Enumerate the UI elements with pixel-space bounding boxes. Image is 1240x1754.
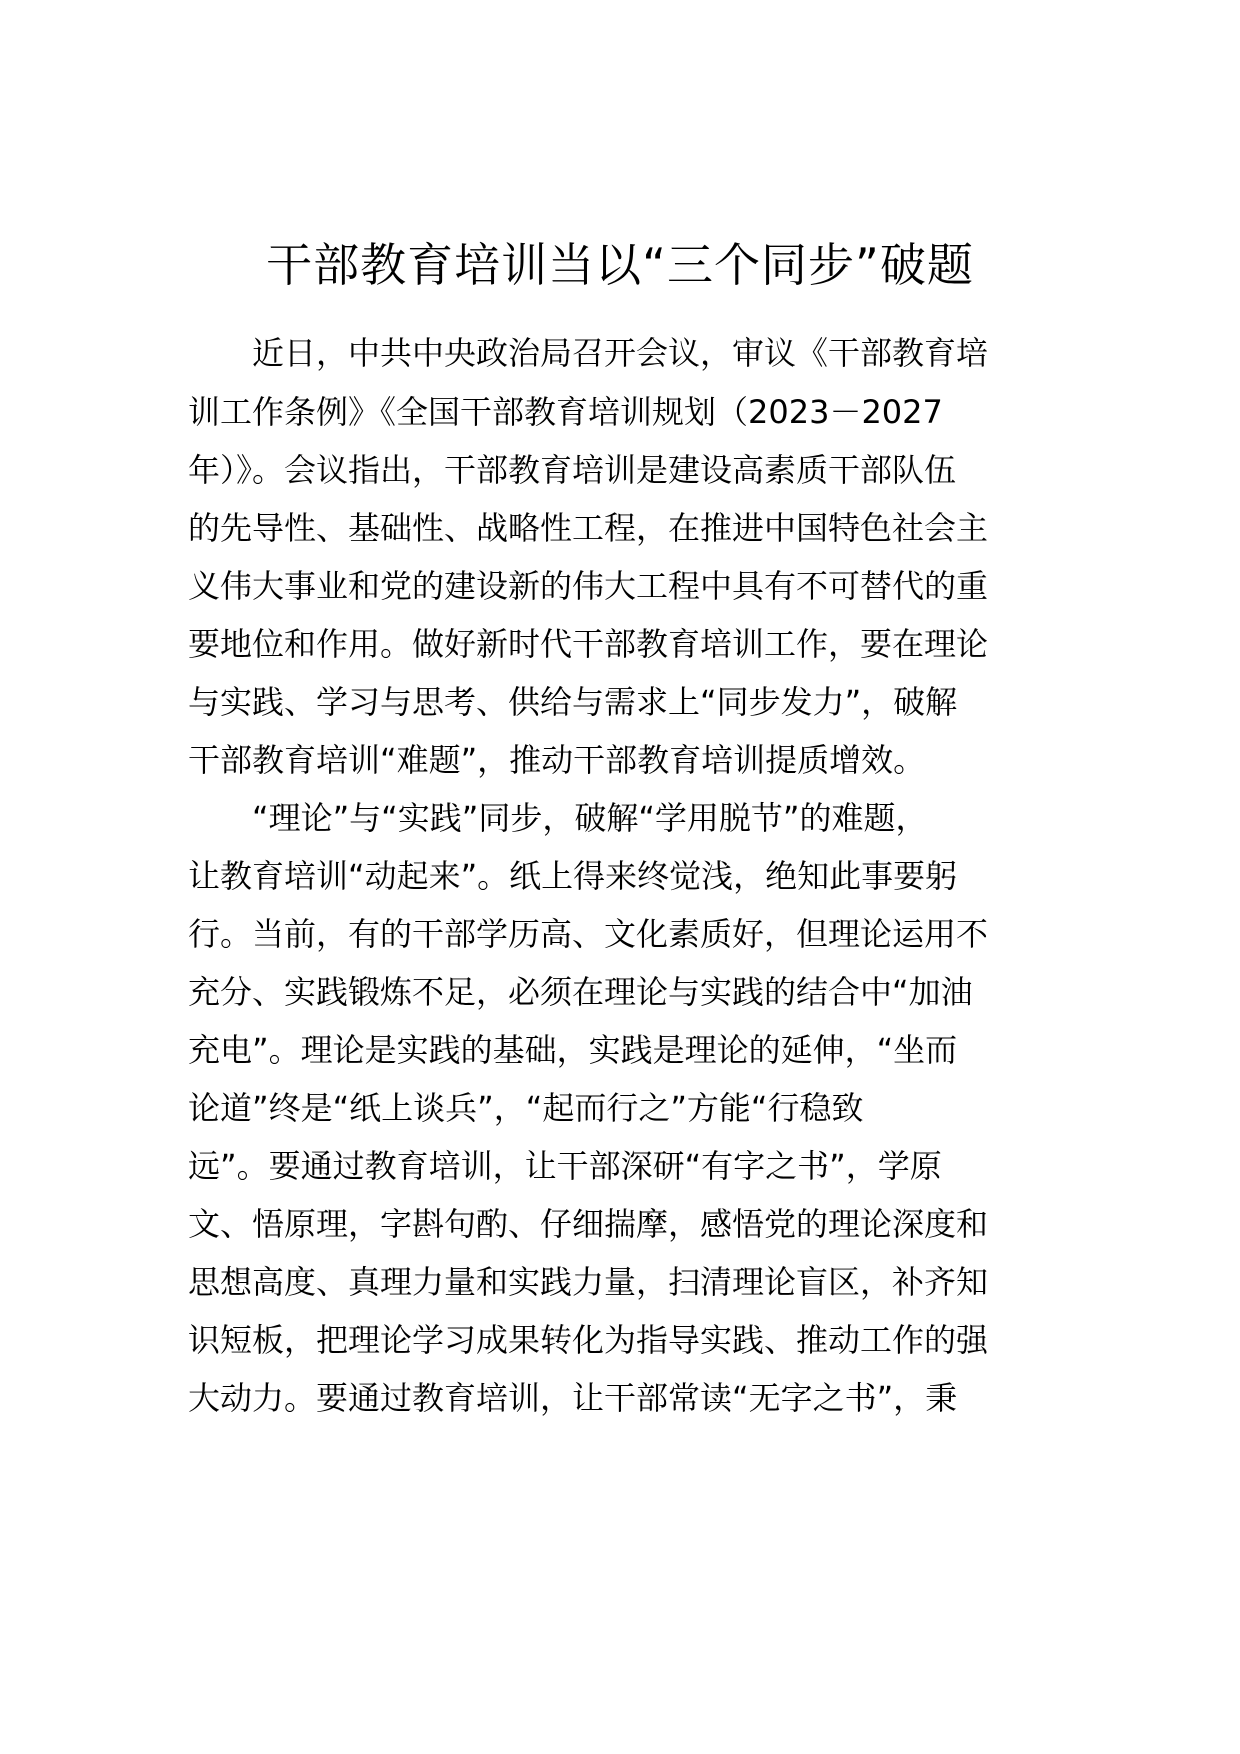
paragraph-1-line-4: 的先导性、基础性、战略性工程，在推进中国特色社会主 xyxy=(188,509,989,547)
paragraph-2-line-6: 论道”终是“纸上谈兵”，“起而行之”方能“行稳致 xyxy=(188,1089,864,1127)
paragraph-2-line-10: 识短板，把理论学习成果转化为指导实践、推动工作的强 xyxy=(188,1321,989,1359)
paragraph-2-line-11: 大动力。要通过教育培训，让干部常读“无字之书”，秉 xyxy=(188,1379,958,1417)
paragraph-1-line-1: 近日，中共中央政治局召开会议，审议《干部教育培 xyxy=(252,334,989,372)
paragraph-1-line-8: 干部教育培训“难题”，推动干部教育培训提质增效。 xyxy=(188,741,926,779)
paragraph-1-line-6: 要地位和作用。做好新时代干部教育培训工作，要在理论 xyxy=(188,625,989,663)
paragraph-1-line-7: 与实践、学习与思考、供给与需求上“同步发力”，破解 xyxy=(188,683,958,721)
paragraph-2-line-1: “理论”与“实践”同步，破解“学用脱节”的难题， xyxy=(252,799,928,837)
paragraph-2-line-7: 远”。要通过教育培训，让干部深研“有字之书”，学原 xyxy=(188,1147,942,1185)
paragraph-2-line-9: 思想高度、真理力量和实践力量，扫清理论盲区，补齐知 xyxy=(188,1263,989,1301)
paragraph-2-line-2: 让教育培训“动起来”。纸上得来终觉浅，绝知此事要躬 xyxy=(188,857,958,895)
paragraph-2-line-3: 行。当前，有的干部学历高、文化素质好，但理论运用不 xyxy=(188,915,989,953)
paragraph-1-line-3: 年）》。会议指出，干部教育培训是建设高素质干部队伍 xyxy=(188,451,957,489)
paragraph-2-line-8: 文、悟原理，字斟句酌、仔细揣摩，感悟党的理论深度和 xyxy=(188,1205,989,1243)
paragraph-1-line-5: 义伟大事业和党的建设新的伟大工程中具有不可替代的重 xyxy=(188,567,989,605)
paragraph-2-line-4: 充分、实践锻炼不足，必须在理论与实践的结合中“加油 xyxy=(188,973,973,1011)
document-title: 干部教育培训当以“三个同步”破题 xyxy=(266,238,974,292)
paragraph-2-line-5: 充电”。理论是实践的基础，实践是理论的延伸，“坐而 xyxy=(188,1031,958,1069)
paragraph-1-line-2: 训工作条例》《全国干部教育培训规划（2023－2027 xyxy=(188,393,943,431)
